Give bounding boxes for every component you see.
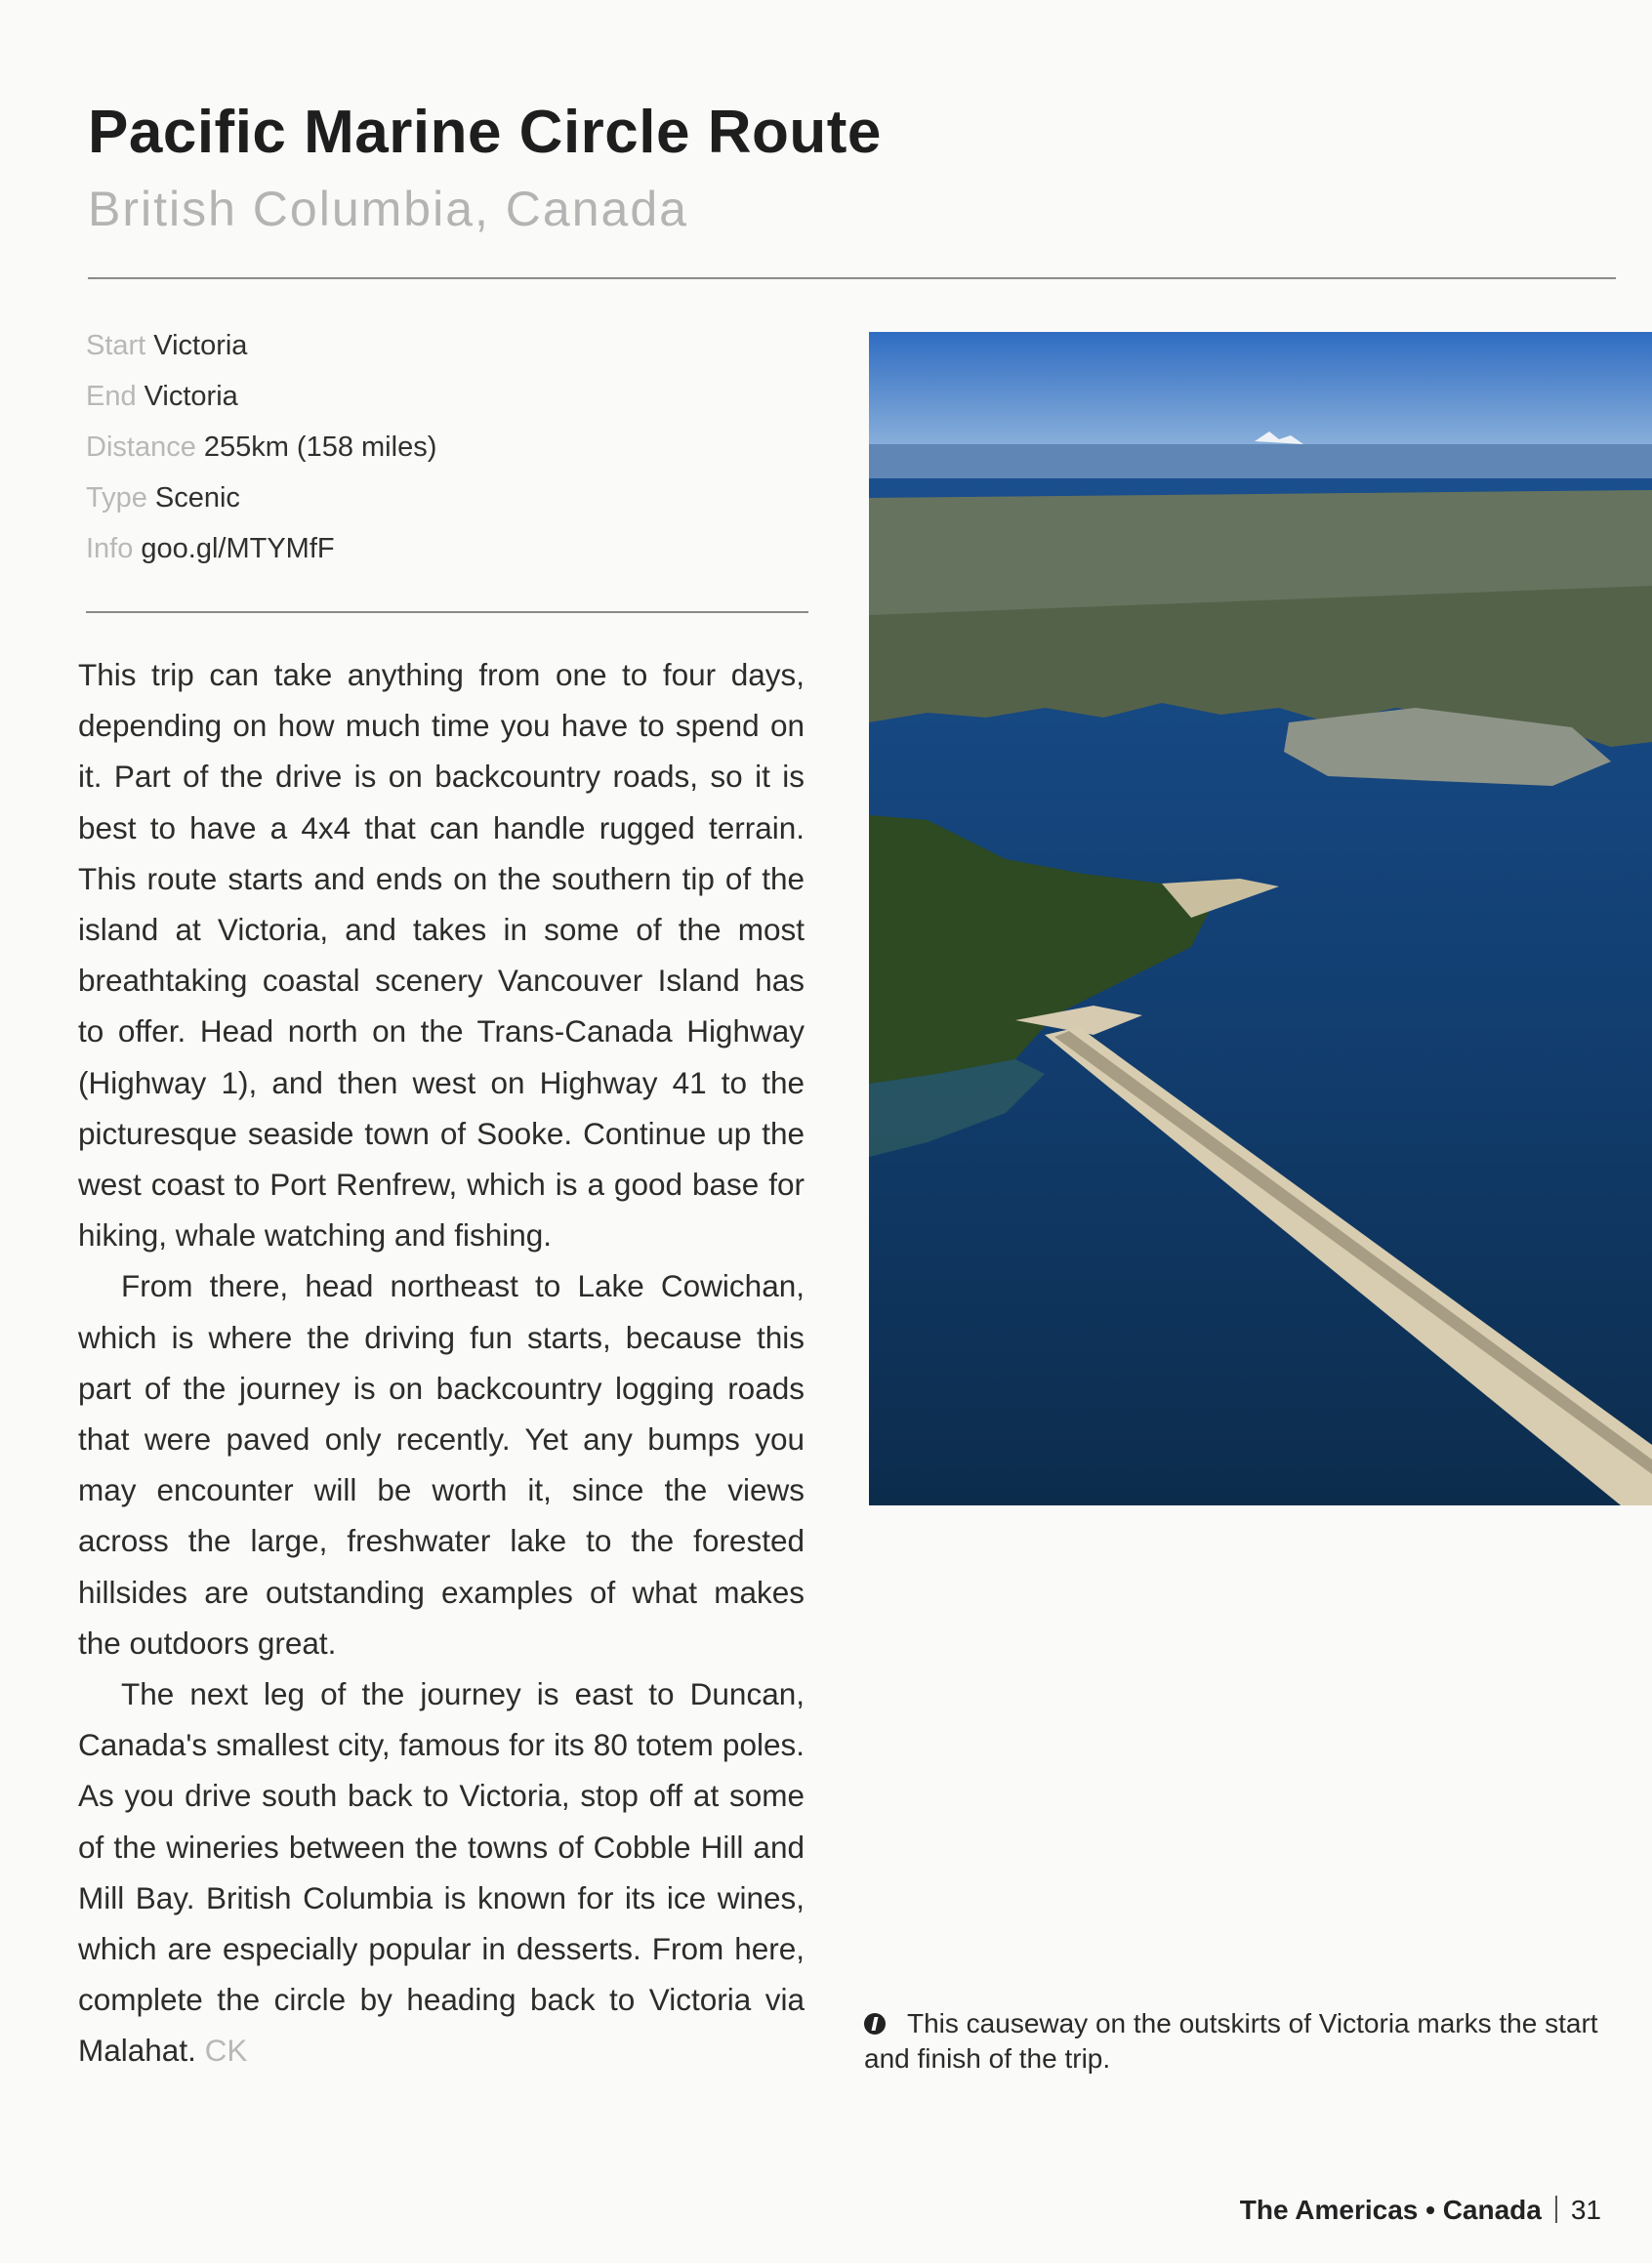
page-title: Pacific Marine Circle Route: [88, 99, 882, 166]
facts-divider: [86, 611, 808, 613]
page-footer: [1230, 2195, 1601, 2226]
page-subtitle: British Columbia, Canada: [88, 182, 688, 236]
fact-row-end: [86, 379, 808, 430]
fact-row-distance: [86, 430, 808, 480]
body-paragraph: This trip can take anything from one to four days, depending on how much time you have to spend on it. Part of the drive is on backcountry roads, so it is best to have a 4x4 that can handle rugged terrain. This route starts and ends on the southern tip of the island at Victoria, and takes in some of the most breathtaking coastal scenery Vancouver Island has to offer. Head north on the Trans-Canada Highway (Highway 1), and then west on Highway 41 to the picturesque seaside town of Sooke. Continue up the west coast to Port Renfrew, which is a good base for hiking, whale watching and fishing.: [78, 657, 805, 1254]
info-circle-icon: [864, 2013, 886, 2035]
photo-caption: [864, 2006, 1606, 2077]
fact-value: goo.gl/MTYMfF: [141, 533, 335, 564]
fact-row-start: [86, 328, 808, 379]
fact-value: Scenic: [154, 482, 240, 514]
fact-value: 255km (158 miles): [203, 432, 437, 463]
page-number: 31: [1570, 2195, 1601, 2225]
fact-label: Info: [86, 533, 134, 564]
body-paragraph-text: The next leg of the journey is east to Duncan, Canada's smallest city, famous for its 80 totem poles. As you drive south back to Victoria, stop off at some of the wineries between the towns of Cobble Hill and Mill Bay. British Columbia is known for its ice wines, which are especially popular in desserts. From here, complete the circle by heading back to Victoria via Malahat.: [78, 1676, 805, 2069]
footer-divider: [1555, 2196, 1557, 2223]
footer-section-title: The Americas • Canada: [1239, 2195, 1542, 2225]
fact-value: Victoria: [153, 330, 248, 361]
fact-row-type: [86, 480, 808, 531]
fact-label: Type: [86, 482, 147, 514]
route-facts: [86, 328, 808, 582]
fact-label: Start: [86, 330, 146, 361]
body-paragraph: From there, head northeast to Lake Cowichan, which is where the driving fun starts, because this part of the journey is on backcountry logging roads that were paved only recently. Yet any bumps you may encounter will be worth it, since the views across the large, freshwater lake to the forested hillsides are outstanding examples of what makes the outdoors great.: [78, 1268, 805, 1661]
fact-row-info: [86, 531, 808, 582]
article-body: [78, 649, 805, 2077]
body-paragraph: [78, 1668, 805, 2077]
fact-value: Victoria: [144, 381, 238, 412]
aerial-causeway-photo: [869, 332, 1652, 1505]
fact-label: End: [86, 381, 137, 412]
caption-text: This causeway on the outskirts of Victoria marks the start and finish of the trip.: [864, 2008, 1598, 2074]
fact-label: Distance: [86, 432, 196, 463]
header-divider: [88, 277, 1616, 279]
author-initials: CK: [204, 2033, 248, 2069]
